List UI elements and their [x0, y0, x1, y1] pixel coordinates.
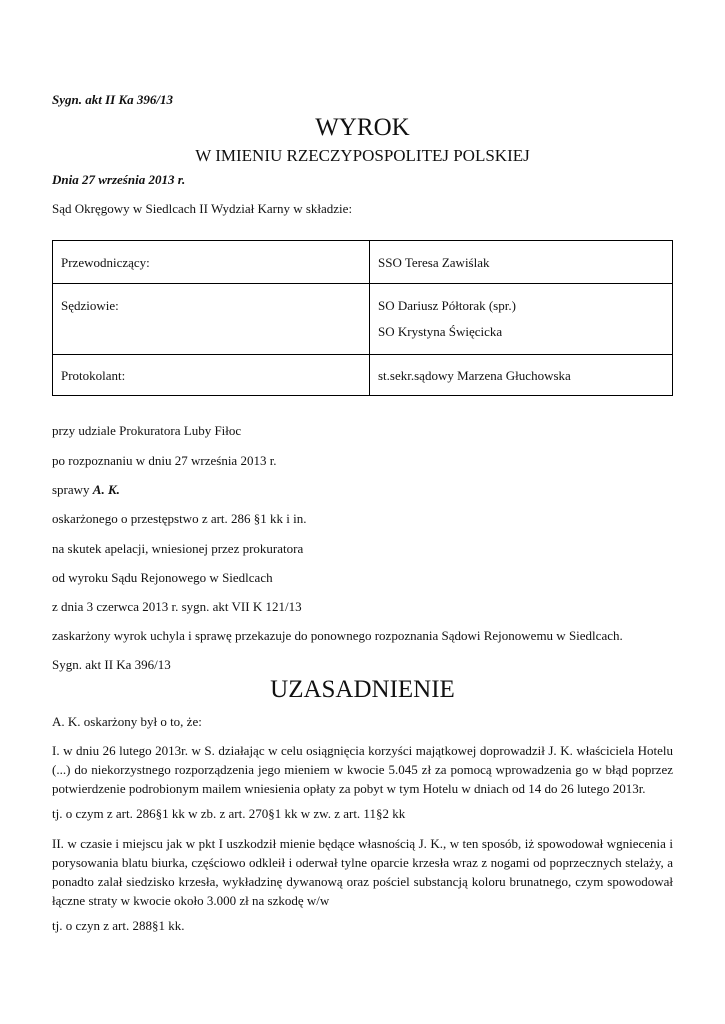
chair-label: Przewodniczący: [61, 255, 150, 270]
justification-heading: UZASADNIENIE [270, 676, 455, 703]
judgment-subtitle: W IMIENIU RZECZYPOSPOLITEJ POLSKIEJ [195, 146, 530, 165]
charge-paragraph-1: I. w dniu 26 lutego 2013r. w S. działając w celu osiągnięcia korzyści majątkowej doprowadził J. K. właściciela Hotelu (...) do niekorzystnego rozporządzenia jego mieniem w kwocie 5.045 zł za pomocą wprowadzenia go w błąd poprzez potwierdzenie podrobionym mailem wniesienia opłaty za pobyt w tym Hotelu w dniach od 14 do 26 lutego 2013r. [52, 743, 673, 796]
clerk-label: Protokolant: [61, 368, 126, 383]
judgment-date: Dnia 27 września 2013 r. [52, 172, 186, 187]
court-panel-table [52, 240, 673, 396]
chair-value: SSO Teresa Zawiślak [378, 255, 490, 270]
hearing-date-line: po rozpoznaniu w dniu 27 września 2013 r. [52, 453, 277, 468]
case-number-second: Sygn. akt II Ka 396/13 [52, 657, 171, 672]
appeal-line: na skutek apelacji, wniesionej przez prokuratora [52, 541, 304, 556]
panel-row-clerk [53, 355, 673, 396]
charge-line: oskarżonego o przestępstwo z art. 286 §1 kk i in. [52, 511, 307, 526]
defendant-name: A. K. [92, 482, 120, 497]
justification-intro: A. K. oskarżony był o to, że: [52, 714, 202, 729]
lower-court-line: od wyroku Sądu Rejonowego w Siedlcach [52, 570, 273, 585]
judge-1: SO Dariusz Półtorak (spr.) [378, 298, 516, 313]
charge-paragraph-2: II. w czasie i miejscu jak w pkt I uszkodził mienie będące własnością J. K., w ten sposób, iż spowodował wgniecenia i porysowania blatu biurka, częściowo odkleił i oderwał tylne oparcie krzesła wraz z nogami od poprzecznych stelaży, a ponadto zalał siedzisko krzesła, wykładzinę dywanową oraz pościel substancją koloru brunatnego, czym spowodował łączne straty w kwocie około 3.000 zł na szkodę w/w [52, 836, 673, 908]
court-intro: Sąd Okręgowy w Siedlcach II Wydział Karny w składzie: [52, 201, 353, 216]
prosecutor-line: przy udziale Prokuratora Luby Fiłoc [52, 423, 242, 438]
judge-2: SO Krystyna Święcicka [378, 324, 503, 339]
clerk-value: st.sekr.sądowy Marzena Głuchowska [378, 368, 571, 383]
case-prefix: sprawy [52, 482, 93, 497]
judges-label: Sędziowie: [61, 298, 119, 313]
panel-row-chair [53, 241, 673, 284]
lower-court-date-line: z dnia 3 czerwca 2013 r. sygn. akt VII K 121/13 [52, 599, 302, 614]
charge-1-qualification: tj. o czym z art. 286§1 kk w zb. z art. 270§1 kk w zw. z art. 11§2 kk [52, 806, 406, 821]
ruling-line: zaskarżony wyrok uchyla i sprawę przekazuje do ponownego rozpoznania Sądowi Rejonowemu w Siedlcach. [52, 628, 623, 643]
case-line [52, 482, 120, 498]
panel-row-judges [53, 284, 673, 355]
judgment-title: WYROK [315, 114, 410, 141]
charge-2-qualification: tj. o czyn z art. 288§1 kk. [52, 918, 185, 933]
case-number-top: Sygn. akt II Ka 396/13 [52, 92, 173, 107]
